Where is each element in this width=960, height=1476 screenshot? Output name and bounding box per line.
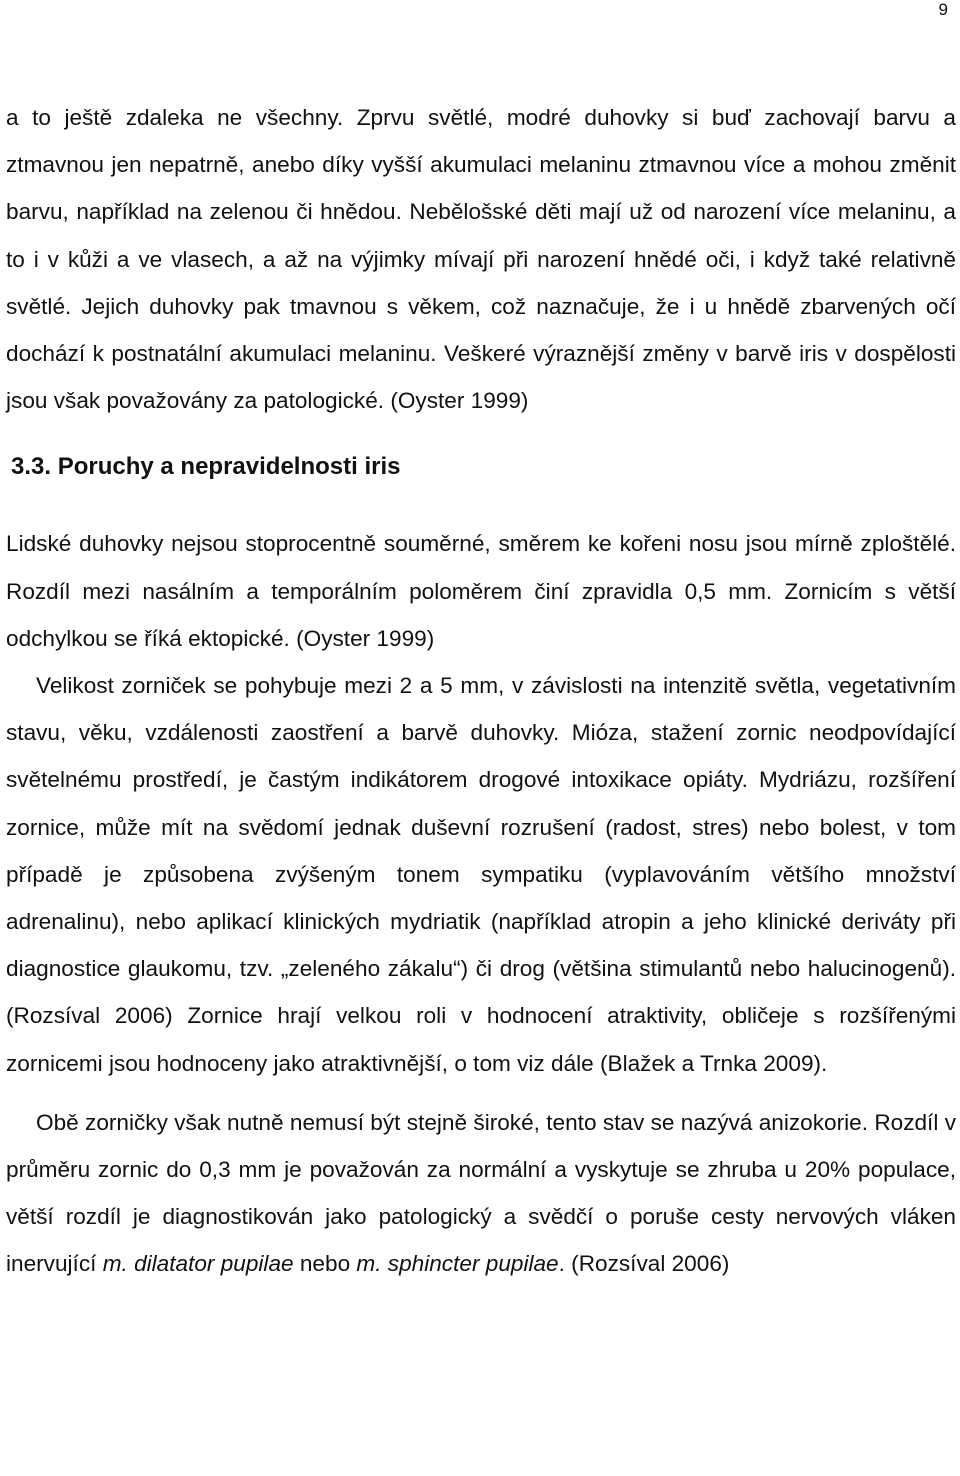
document-body xyxy=(6,94,956,1288)
paragraph-iris-asymmetry: Lidské duhovky nejsou stoprocentně souměrné, směrem ke kořeni nosu jsou mírně zploštělé. Rozdíl mezi nasálním a temporálním poloměrem činí zpravidla 0,5 mm. Zornicím s větší odchylkou se říká ektopické. (Oyster 1999) xyxy=(6,531,956,651)
paragraph-anisocoria xyxy=(6,1099,956,1288)
term-sphincter: m. sphincter pupilae xyxy=(356,1251,559,1277)
paragraph-eye-color-change: a to ještě zdaleka ne všechny. Zprvu světlé, modré duhovky si buď zachovají barvu a ztmavnou jen nepatrně, anebo díky vyšší akumulaci melaninu ztmavnou více a mohou změnit barvu, například na zelenou či hnědou. Nebělošské děti mají už od narození více melaninu, a to i v kůži a ve vlasech, a až na výjimky mívají při narození hnědé oči, i když také relativně světlé. Jejich duhovky pak tmavnou s věkem, což naznačuje, že i u hnědě zbarvených očí dochází k postnatální akumulaci melaninu. Veškeré výraznější změny v barvě iris v dospělosti jsou však považovány za patologické. (Oyster 1999) xyxy=(6,105,956,414)
page-number: 9 xyxy=(938,0,948,19)
paragraph-pupil-size: Velikost zorniček se pohybuje mezi 2 a 5 mm, v závislosti na intenzitě světla, vegetativním stavu, věku, vzdálenosti zaostření a barvě duhovky. Mióza, stažení zornic neodpovídající světelnému prostředí, je častým indikátorem drogové intoxikace opiáty. Mydriázu, rozšíření zornice, může mít na svědomí jednak duševní rozrušení (radost, stres) nebo bolest, v tom případě je způsobena zvýšeným tonem sympatiku (vyplavováním většího množství adrenalinu), nebo aplikací klinických mydriatik (například atropin a jeho klinické deriváty při diagnostice glaukomu, tzv. „zeleného zákalu“) či drog (většina stimulantů nebo halucinogenů). (Rozsíval 2006) Zornice hrají velkou roli v hodnocení atraktivity, obličeje s rozšířenými zornicemi jsou hodnoceny jako atraktivnější, o tom viz dále (Blažek a Trnka 2009). xyxy=(6,673,956,1076)
term-dilatator: m. dilatator pupilae xyxy=(102,1251,294,1277)
anisocoria-text-end: . (Rozsíval 2006) xyxy=(558,1251,730,1277)
paragraph-spacer xyxy=(6,1087,956,1099)
anisocoria-text-start: Obě zorničky však nutně nemusí být stejně široké, tento stav se nazývá anizokorie. Rozdíl v průměru zornic do 0,3 mm je považován za normální a vyskytuje se zhruba u 20% populace, větší rozdíl je diagnostikován jako patologický a svědčí o poruše cesty nervových vláken inervující xyxy=(6,1109,956,1277)
section-title: Poruchy a nepravidelnosti iris xyxy=(57,453,401,481)
anisocoria-text-mid: nebo xyxy=(293,1251,357,1277)
section-heading xyxy=(6,424,956,520)
section-number: 3.3. xyxy=(11,453,52,481)
